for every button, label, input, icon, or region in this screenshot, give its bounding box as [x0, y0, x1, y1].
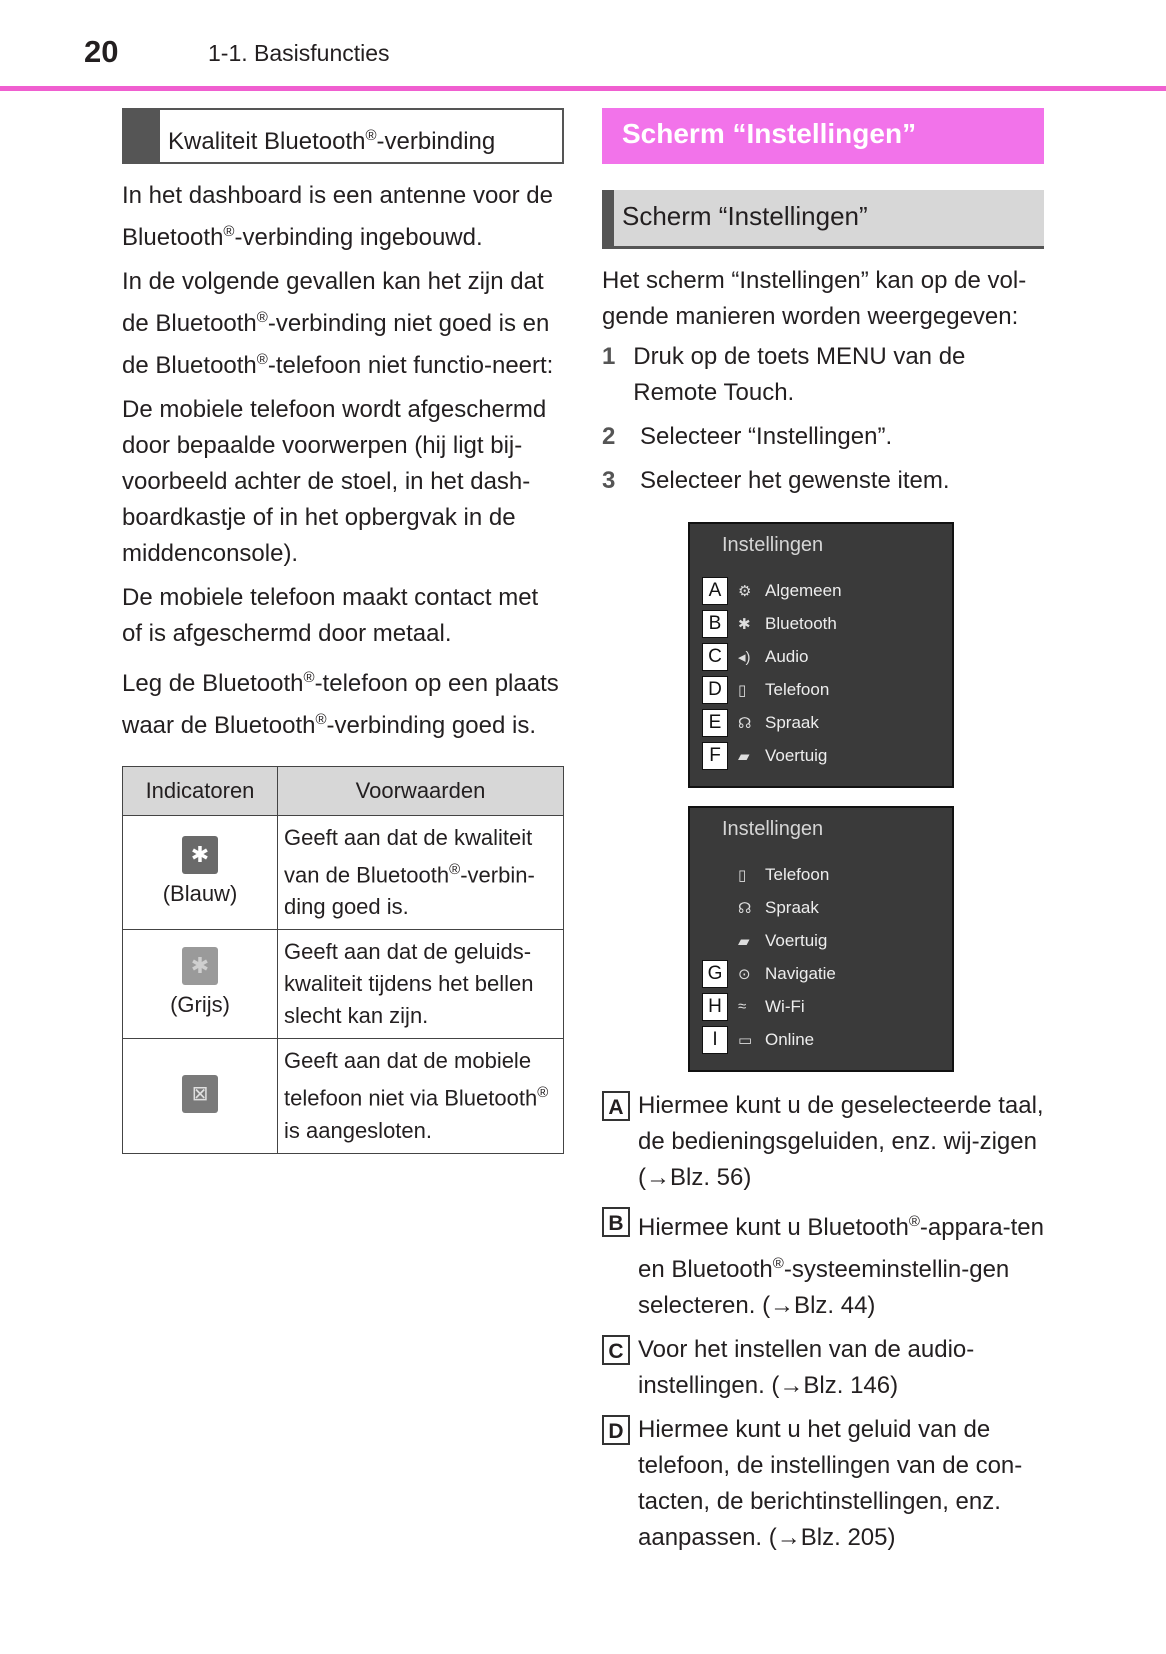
table-row: ✱ (Grijs) Geeft aan dat de geluids-kwaliteit tijdens het bellen slecht kan zijn.: [123, 930, 564, 1039]
description-item: A Hiermee kunt u de geselecteerde taal, de bedieningsgeluiden, enz. wij-zigen (→Blz. 56): [602, 1088, 1044, 1196]
table-header-row: [123, 767, 564, 816]
menu-item-general[interactable]: A ⚙ Algemeen: [690, 574, 952, 607]
paragraph-advice: Leg de Bluetooth®-telefoon op een plaats waar de Bluetooth®-verbinding goed is.: [122, 669, 559, 739]
column-header: Voorwaarden: [278, 767, 564, 816]
car-icon: ▰: [738, 932, 750, 950]
menu-item-wifi[interactable]: H ≈ Wi-Fi: [690, 990, 952, 1023]
indicator-table: [122, 766, 564, 1154]
menu-item-audio[interactable]: C ◂) Audio: [690, 640, 952, 673]
menu-item-vehicle[interactable]: F ▰ Voertuig: [690, 739, 952, 772]
step-item: 2 Selecteer “Instellingen”.: [602, 423, 893, 450]
voice-icon: ☊: [738, 714, 752, 732]
table-row: ⊠ Geeft aan dat de mobiele telefoon niet via Bluetooth® is aangesloten.: [123, 1039, 564, 1153]
heading-bar: [602, 190, 614, 246]
menu-item-voice[interactable]: E ☊ Spraak: [690, 706, 952, 739]
screen-title: Instellingen: [722, 534, 824, 556]
intro-paragraph: Het scherm “Instellingen” kan op de vol-gende manieren worden weergegeven:: [602, 267, 1027, 330]
bluetooth-grey-icon: ✱: [182, 947, 218, 985]
phone-icon: ▯: [738, 866, 747, 884]
paragraph-shielded: De mobiele telefoon wordt afgeschermd door bepaalde voorwerpen (hij ligt bij-voorbeeld achter de stoel, in het dash-boardkastje of in het opbergvak in de middenconsole).: [122, 396, 547, 567]
settings-screen-subheading: Scherm “Instellingen”: [602, 190, 1044, 249]
descriptions-list: [602, 1088, 1044, 1564]
settings-screen-1: [688, 522, 954, 788]
online-icon: ▭: [738, 1031, 753, 1049]
bluetooth-quality-heading: Kwaliteit Bluetooth®-verbinding: [122, 108, 564, 164]
phone-icon: ▯: [738, 681, 747, 699]
bluetooth-icon: ✱: [738, 615, 751, 633]
step-item: 3 Selecteer het gewenste item.: [602, 467, 950, 494]
page-number: 20: [84, 34, 119, 69]
gear-icon: ⚙: [738, 582, 752, 600]
speaker-icon: ◂): [738, 648, 751, 666]
menu-item-bluetooth[interactable]: B ✱ Bluetooth: [690, 607, 952, 640]
description-item: D Hiermee kunt u het geluid van de telefoon, de instellingen van de con-tacten, de berichtinstellingen, enz. aanpassen. (→Blz. 205): [602, 1412, 1044, 1556]
screen-title: Instellingen: [722, 818, 824, 840]
menu-item-vehicle[interactable]: ▰ Voertuig: [738, 930, 828, 950]
section-title: 1-1. Basisfuncties: [208, 40, 390, 66]
bluetooth-icon: ✱: [182, 836, 218, 874]
phone-not-connected-icon: ⊠: [182, 1075, 218, 1113]
left-column: [122, 108, 564, 1154]
menu-item-phone[interactable]: D ▯ Telefoon: [690, 673, 952, 706]
settings-screen-2: [688, 806, 954, 1072]
step-item: 1 Druk op de toets MENU van de Remote Touch.: [602, 343, 966, 406]
header-rule: [0, 86, 1166, 91]
menu-item-phone[interactable]: ▯ Telefoon: [738, 864, 830, 884]
right-column: [602, 108, 1044, 507]
column-header: Indicatoren: [123, 767, 278, 816]
settings-screen-heading: Scherm “Instellingen”: [602, 108, 1044, 164]
navigation-icon: ⊙: [738, 965, 751, 983]
description-item: B Hiermee kunt u Bluetooth®-appara-ten en Bluetooth®-systeeminstellin-gen selecteren. (→Blz. 44): [602, 1204, 1044, 1324]
paragraph-metal: De mobiele telefoon maakt contact met of is afgeschermd door metaal.: [122, 584, 539, 647]
wifi-icon: ≈: [738, 998, 747, 1015]
description-item: C Voor het instellen van de audio-instellingen. (→Blz. 146): [602, 1332, 1044, 1404]
car-icon: ▰: [738, 747, 750, 765]
table-row: ✱ (Blauw) Geeft aan dat de kwaliteit van de Bluetooth®-verbin-ding goed is.: [123, 816, 564, 930]
voice-icon: ☊: [738, 899, 752, 917]
heading-bar: [122, 110, 160, 162]
menu-item-online[interactable]: I ▭ Online: [690, 1023, 952, 1056]
paragraph-antenna: In het dashboard is een antenne voor de Bluetooth®-verbinding ingebouwd.: [122, 182, 553, 251]
menu-item-voice[interactable]: ☊ Spraak: [738, 897, 819, 917]
paragraph-cases: In de volgende gevallen kan het zijn dat de Bluetooth®-verbinding niet goed is en de Bluetooth®-telefoon niet functio-neert:: [122, 268, 554, 379]
menu-item-navigation[interactable]: G ⊙ Navigatie: [690, 957, 952, 990]
